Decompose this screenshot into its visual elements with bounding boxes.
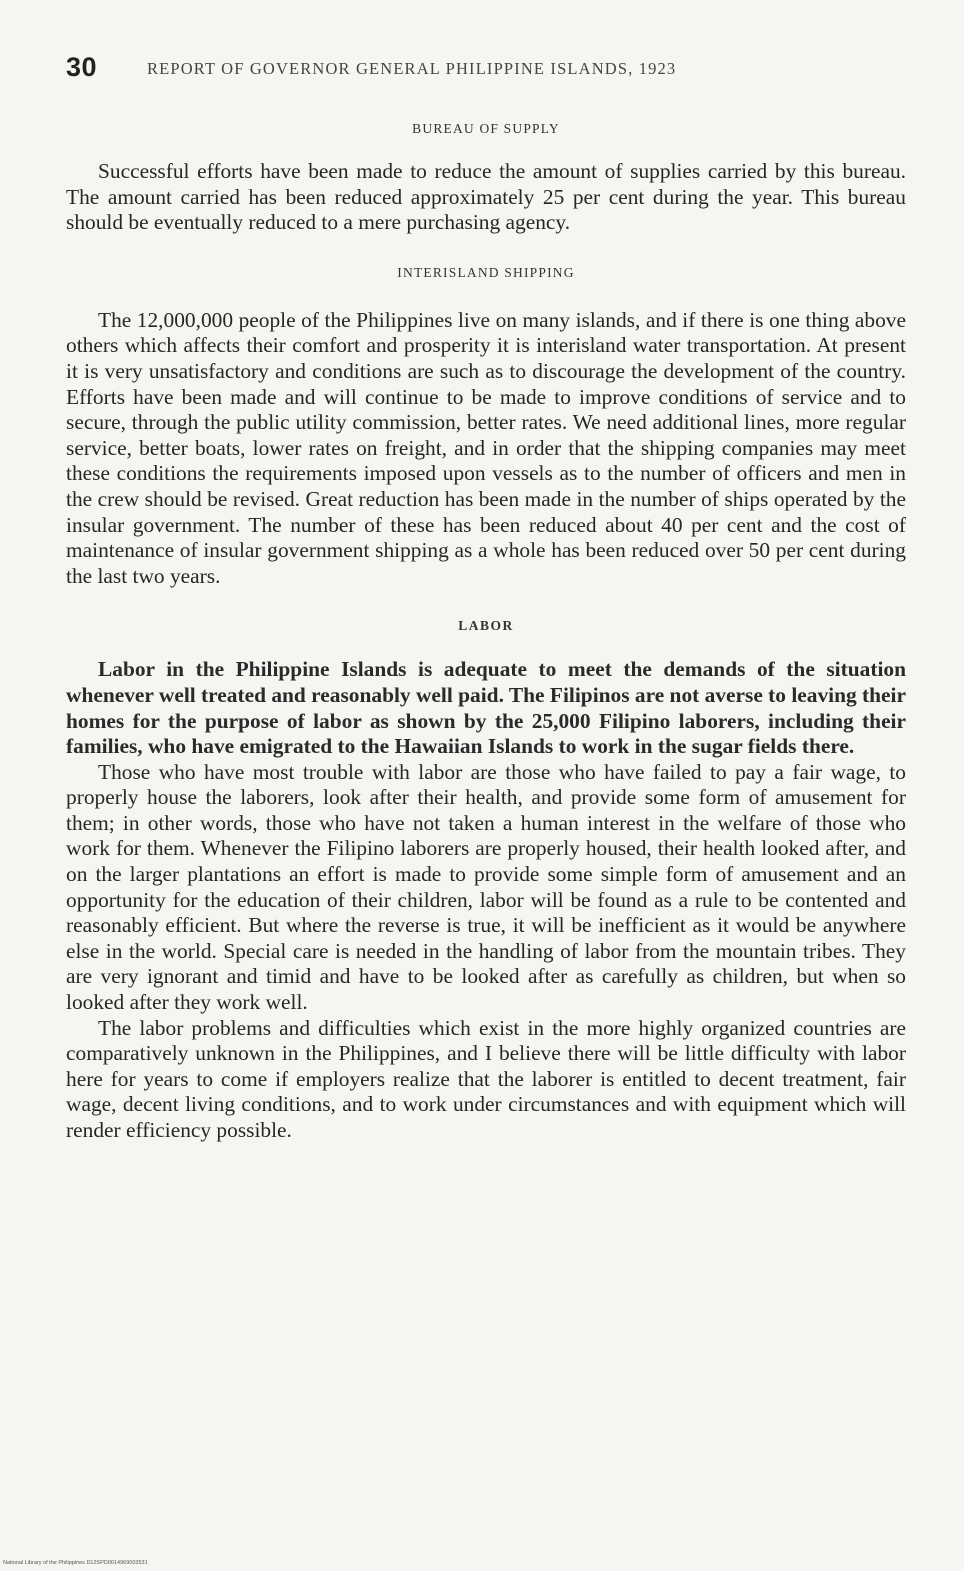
- document-page: [66, 52, 906, 1144]
- page-number: 30: [66, 52, 98, 82]
- paragraph: The 12,000,000 people of the Philippines live on many islands, and if there is one thing above others which affects their comfort and prosperity it is interisland water transportation. At present it is very unsatisfactory and conditions are such as to discourage the development of the country. Efforts have been made and will continue to be made to improve conditions of service and to secure, through the public utility commission, better rates. We need additional lines, more regular service, better boats, lower rates on freight, and in order that the shipping companies may meet these conditions the requirements imposed upon vessels as to the number of officers and men in the crew should be revised. Great reduction has been made in the number of ships operated by the insular government. The number of these has been reduced about 40 per cent and the cost of maintenance of insular government shipping as a whole has been reduced over 50 per cent during the last two years.: [66, 307, 906, 588]
- section-heading: BUREAU OF SUPPLY: [412, 121, 560, 136]
- paragraph: Successful efforts have been made to reduce the amount of supplies carried by this bureau. The amount carried has been reduced approximately 25 per cent during the year. This bureau should be eventually reduced to a mere purchasing agency.: [66, 159, 906, 235]
- paragraph: The labor problems and difficulties which exist in the more highly organized countries are comparatively unknown in the Philippines, and I believe there will be little difficulty with labor here for years to come if employers realize that the laborer is entitled to decent treatment, fair wage, decent living conditions, and to work under circumstances and with equipment which will render efficiency possible.: [66, 1015, 906, 1142]
- section-bureau-of-supply: [66, 116, 906, 236]
- paragraph: Labor in the Philippine Islands is adequate to meet the demands of the situation whenever well treated and reasonably well paid. The Filipinos are not averse to leaving their homes for the purpose of labor as shown by the 25,000 Filipino laborers, including their families, who have emigrated to the Hawaiian Islands to work in the sugar fields there.: [66, 657, 906, 759]
- running-header: [66, 52, 906, 90]
- paragraph: Those who have most trouble with labor are those who have failed to pay a fair wage, to properly house the laborers, look after their health, and provide some form of amusement for them; in other words, those who have not taken a human interest in the welfare of those who work for them. Whenever the Filipino laborers are properly housed, their health looked after, and on the larger plantations an effort is made to provide some simple form of amusement and an opportunity for the education of their children, labor will be found as a rule to be contented and reasonably efficient. But where the reverse is true, it will be inefficient as it would be anywhere else in the world. Special care is needed in the handling of labor from the mountain tribes. They are very ignorant and timid and have to be looked after as carefully as children, but when so looked after they work well.: [66, 759, 906, 1015]
- section-heading: INTERISLAND SHIPPING: [397, 264, 575, 280]
- section-labor: [66, 613, 906, 1143]
- section-heading: LABOR: [458, 618, 514, 634]
- scan-stamp: National Library of the Philippines D12SPD0014969003531: [3, 1560, 148, 1566]
- section-interisland-shipping: [66, 260, 906, 590]
- running-title: REPORT OF GOVERNOR GENERAL PHILIPPINE ISLANDS, 1923: [147, 59, 677, 78]
